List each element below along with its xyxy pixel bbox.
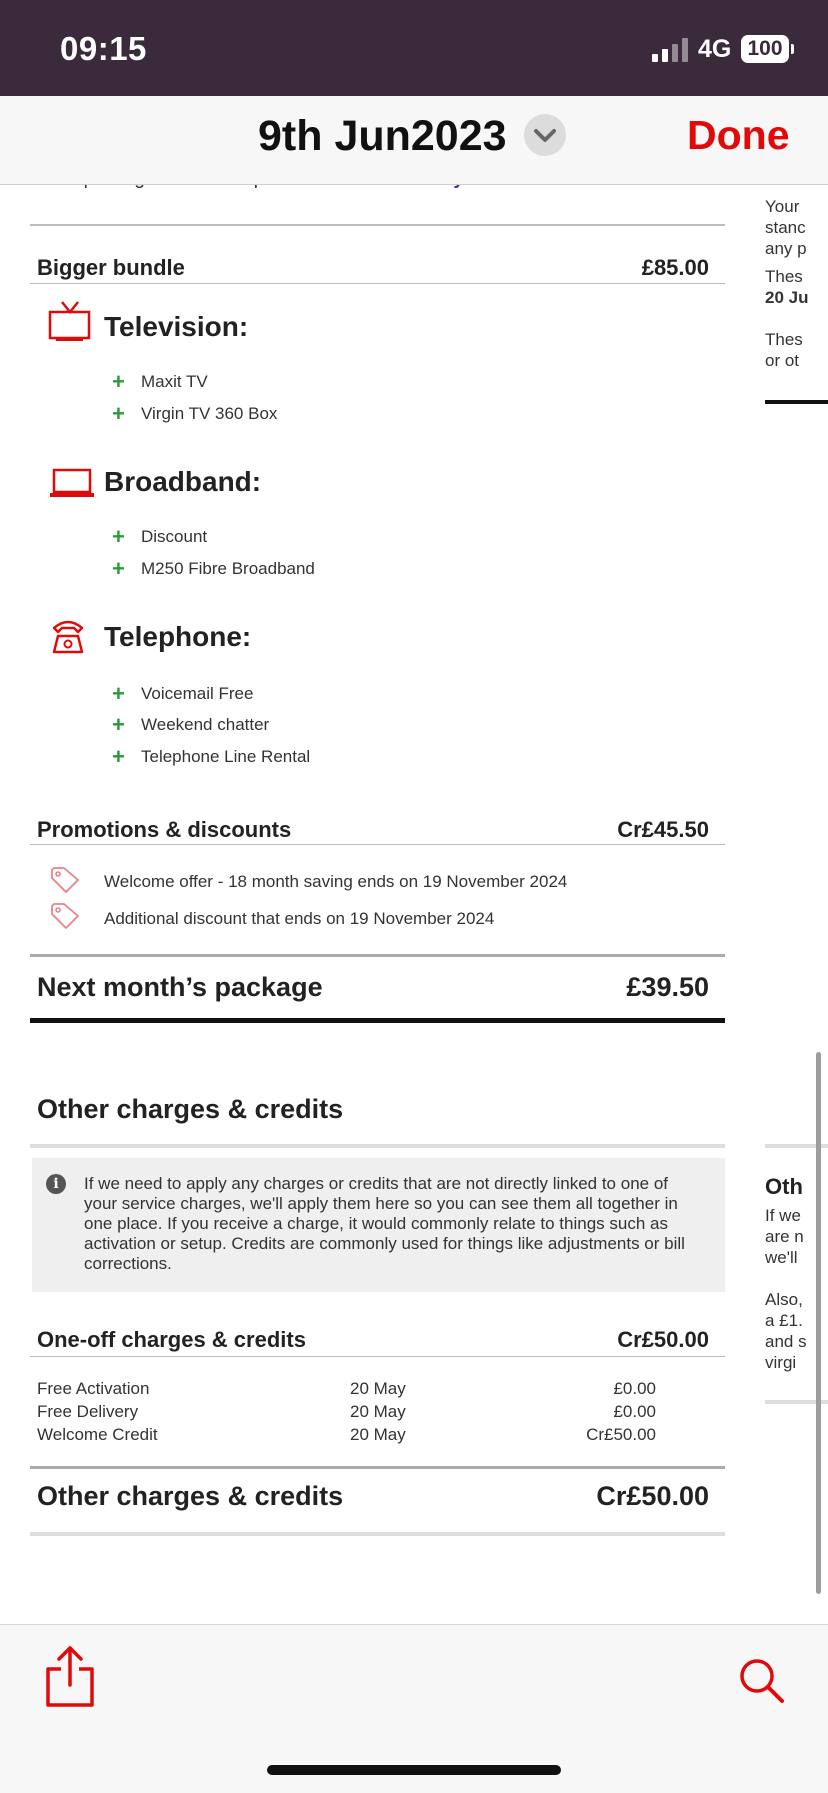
side-panel-line: Thes [765,267,803,286]
side-panel-line: virgi [765,1353,797,1372]
tag-icon [50,866,80,894]
signal-icon [652,38,688,62]
status-time: 09:15 [60,30,147,67]
side-panel-line: are n [765,1227,804,1246]
plus-icon: + [112,369,125,394]
charge-amount: £0.00 [613,1402,656,1421]
promotions-label: Promotions & discounts [37,817,292,842]
bundle-price: £85.00 [641,255,709,280]
telephone-icon [50,618,86,656]
chevron-down-icon[interactable] [524,114,566,156]
share-icon[interactable] [44,1645,96,1709]
other-total-label: Other charges & credits [37,1481,344,1511]
charge-amount: Cr£50.00 [586,1425,656,1444]
info-text: If we need to apply any charges or credits that are not directly linked to one of your service charges, we'll apply them here so you can see them all together in one place. If you receive a charge, it would commonly relate to things such as activation or setup. Credits are commonly used for things like adjustments or bill corrections. [84,1174,685,1273]
other-total-price: Cr£50.00 [596,1481,709,1511]
divider [30,1018,725,1023]
nav-bar [0,96,828,185]
side-panel-line: any p [765,239,807,258]
list-item: Maxit TV [141,372,208,391]
divider [30,954,725,957]
tag-icon [50,902,80,930]
search-icon[interactable] [738,1657,786,1705]
side-panel-line: Your [765,197,800,216]
divider [30,283,725,284]
divider [765,400,828,404]
scrollbar[interactable] [816,1052,821,1594]
side-panel-line: stanc [765,218,806,237]
list-item: Discount [141,527,208,546]
side-panel-line: or ot [765,351,800,370]
side-panel-line: a £1. [765,1311,803,1330]
divider [30,1356,725,1357]
promotion-item: Welcome offer - 18 month saving ends on 19 November 2024 [104,872,568,891]
battery-icon: 100 [741,35,789,63]
plus-icon: + [112,556,125,581]
done-button[interactable]: Done [687,112,790,158]
other-charges-heading: Other charges & credits [37,1094,344,1124]
side-panel-line: 20 Ju [765,288,809,307]
divider [30,1144,725,1148]
divider [30,844,725,845]
oneoff-label: One-off charges & credits [37,1327,306,1352]
category-television: Television: [104,311,249,342]
home-indicator[interactable] [267,1765,561,1775]
divider [30,224,725,226]
network-type: 4G [698,35,732,63]
side-panel-line: Also, [765,1290,803,1309]
promotions-price: Cr£45.50 [617,817,709,842]
divider [30,1532,725,1536]
divider [30,1466,725,1469]
charge-name: Welcome Credit [37,1425,158,1444]
status-bar [0,0,828,96]
category-telephone: Telephone: [104,621,252,652]
laptop-icon [50,468,94,498]
plus-icon: + [112,524,125,549]
battery-tip [791,44,794,54]
page-title[interactable]: 9th Jun2023 [258,112,507,160]
list-item: Telephone Line Rental [141,747,311,766]
charge-date: 20 May [350,1425,406,1444]
list-item: Weekend chatter [141,715,270,734]
side-panel-title: Oth [765,1174,803,1199]
charge-amount: £0.00 [613,1379,656,1398]
oneoff-price: Cr£50.00 [617,1327,709,1352]
bundle-label: Bigger bundle [37,255,185,280]
side-panel-line: we'll [765,1248,798,1267]
plus-icon: + [112,401,125,426]
charge-date: 20 May [350,1379,406,1398]
list-item: Voicemail Free [141,684,254,703]
bill-document[interactable] [0,184,828,1624]
plus-icon: + [112,681,125,706]
list-item: Virgin TV 360 Box [141,404,278,423]
list-item: M250 Fibre Broadband [141,559,315,578]
plus-icon: + [112,744,125,769]
side-panel-line: If we [765,1206,801,1225]
next-month-label: Next month’s package [37,972,323,1002]
info-icon: i [46,1174,66,1194]
next-month-price: £39.50 [626,972,709,1002]
promotion-item: Additional discount that ends on 19 November 2024 [104,909,495,928]
television-icon [48,300,92,342]
side-panel-line: and s [765,1332,807,1351]
category-broadband: Broadband: [104,466,262,497]
info-box [32,1158,725,1292]
charge-name: Free Activation [37,1379,150,1398]
side-panel-line: Thes [765,330,803,349]
charge-name: Free Delivery [37,1402,139,1421]
plus-icon: + [112,712,125,737]
charge-date: 20 May [350,1402,406,1421]
